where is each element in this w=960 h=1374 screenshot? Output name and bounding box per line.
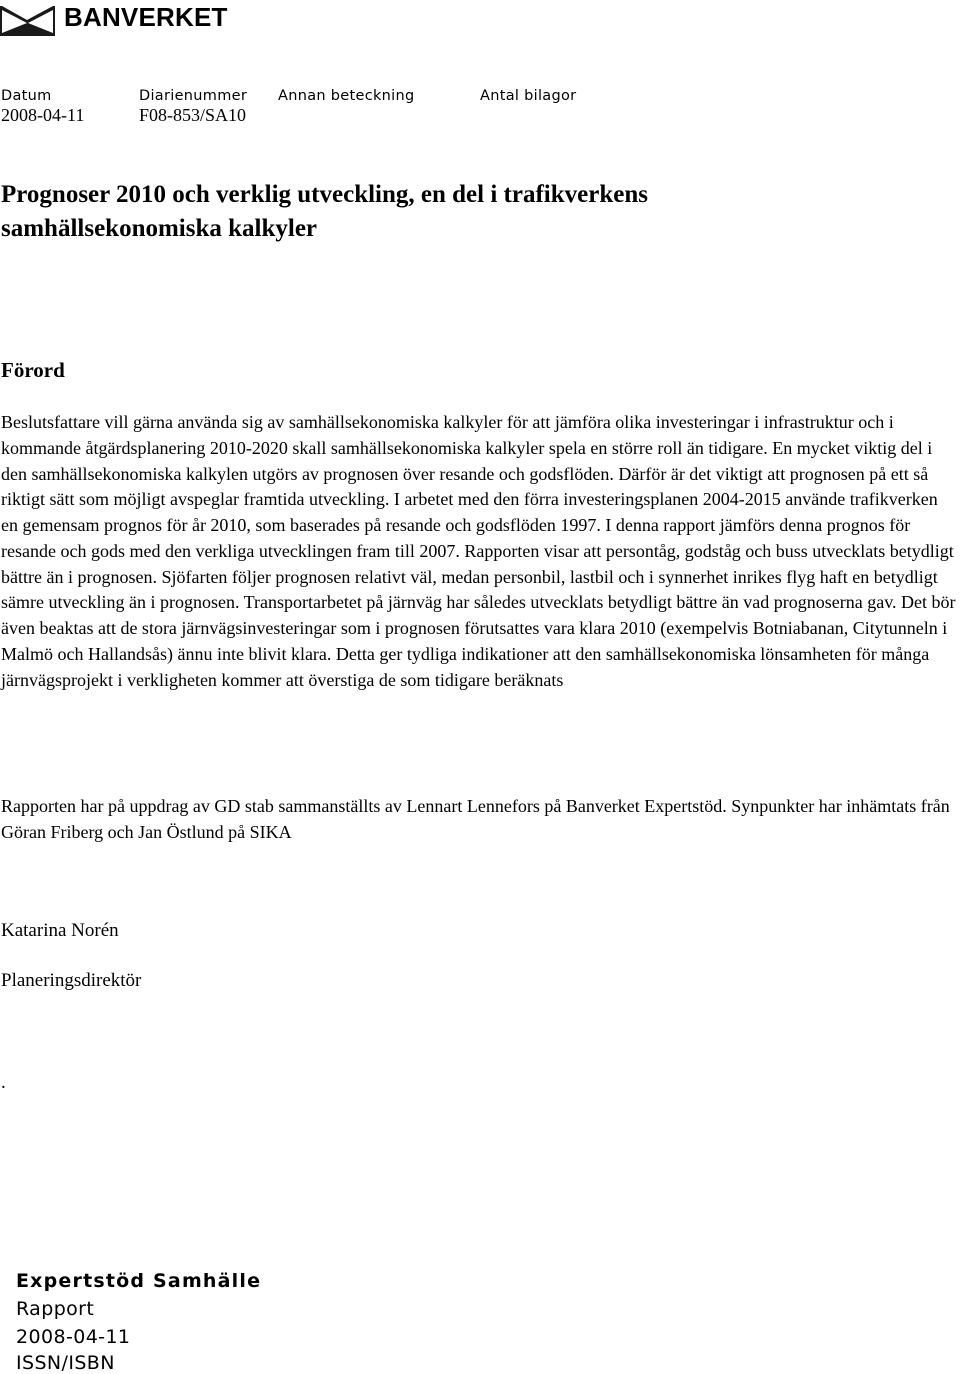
foreword-heading: Förord — [1, 358, 65, 382]
attachments-label: Antal bilagor — [480, 88, 577, 104]
foreword-paragraph: Beslutsfattare vill gärna använda sig av samhällsekonomiska kalkyler för att jämföra olika investeringar i infrastruktur och i kommande åtgärdsplanering 2010-2020 skall samhällsekonomiska kalkyler spela en större roll än tidigare. En mycket viktig del i den samhällsekonomiska kalkylen utgörs av prognosen över resande och godsflöden. Därför är det viktigt att prognosen på ett så riktigt sätt som möjligt avspeglar framtida utveckling. I arbetet med den förra investeringsplanen 2004-2015 använde trafikverken en gemensam prognos för år 2010, som baserades på resande och godsflöden 1997. I denna rapport jämförs denna prognos för resande och gods med den verkliga utvecklingen fram till 2007. Rapporten visar att persontåg, godståg och buss utvecklats betydligt bättre än i prognosen. Sjöfarten följer prognosen relativt väl, medan personbil, lastbil och i synnerhet inrikes flyg haft en betydligt sämre utveckling än i prognosen. Transportarbetet på järnväg har således utvecklats betydligt bättre än vad prognoserna gav. Det bör även beaktas att de stora järnvägsinvesteringar som i prognosen förutsattes vara klara 2010 (exempelvis Botniabanan, Citytunneln i Malmö och Hallandsås) ännu inte blivit klara. Detta ger tydliga indikationer att den samhällsekonomiska lönsamheten för många järnvägsprojekt i verkligheten kommer att överstiga de som tidigare beräknats — [1, 412, 956, 690]
document-title — [1, 178, 901, 246]
reference-value: F08-853/SA10 — [139, 105, 247, 125]
logo-text: BANVERKET — [64, 2, 228, 32]
reference-label: Diarienummer — [139, 88, 248, 104]
signer-title: Planeringsdirektör — [1, 970, 142, 991]
banverket-logo-icon — [0, 0, 60, 40]
footer-doc-type: Rapport — [16, 1298, 95, 1320]
trailing-mark: . — [1, 1072, 6, 1093]
credits-paragraph: Rapporten har på uppdrag av GD stab sammanställts av Lennart Lennefors på Banverket Expertstöd. Synpunkter har inhämtats från Göran Friberg och Jan Östlund på SIKA — [1, 796, 950, 842]
date-value: 2008-04-11 — [1, 105, 85, 125]
title-line-1: Prognoser 2010 och verklig utveckling, en del i trafikverkens — [1, 181, 648, 208]
footer-issn: ISSN/ISBN — [16, 1352, 115, 1374]
footer-department: Expertstöd Samhälle — [16, 1270, 262, 1292]
other-designation-label: Annan beteckning — [278, 88, 415, 104]
date-label: Datum — [1, 88, 52, 104]
signer-name: Katarina Norén — [1, 920, 119, 941]
title-line-2: samhällsekonomiska kalkyler — [1, 215, 318, 242]
footer-date: 2008-04-11 — [16, 1326, 131, 1348]
